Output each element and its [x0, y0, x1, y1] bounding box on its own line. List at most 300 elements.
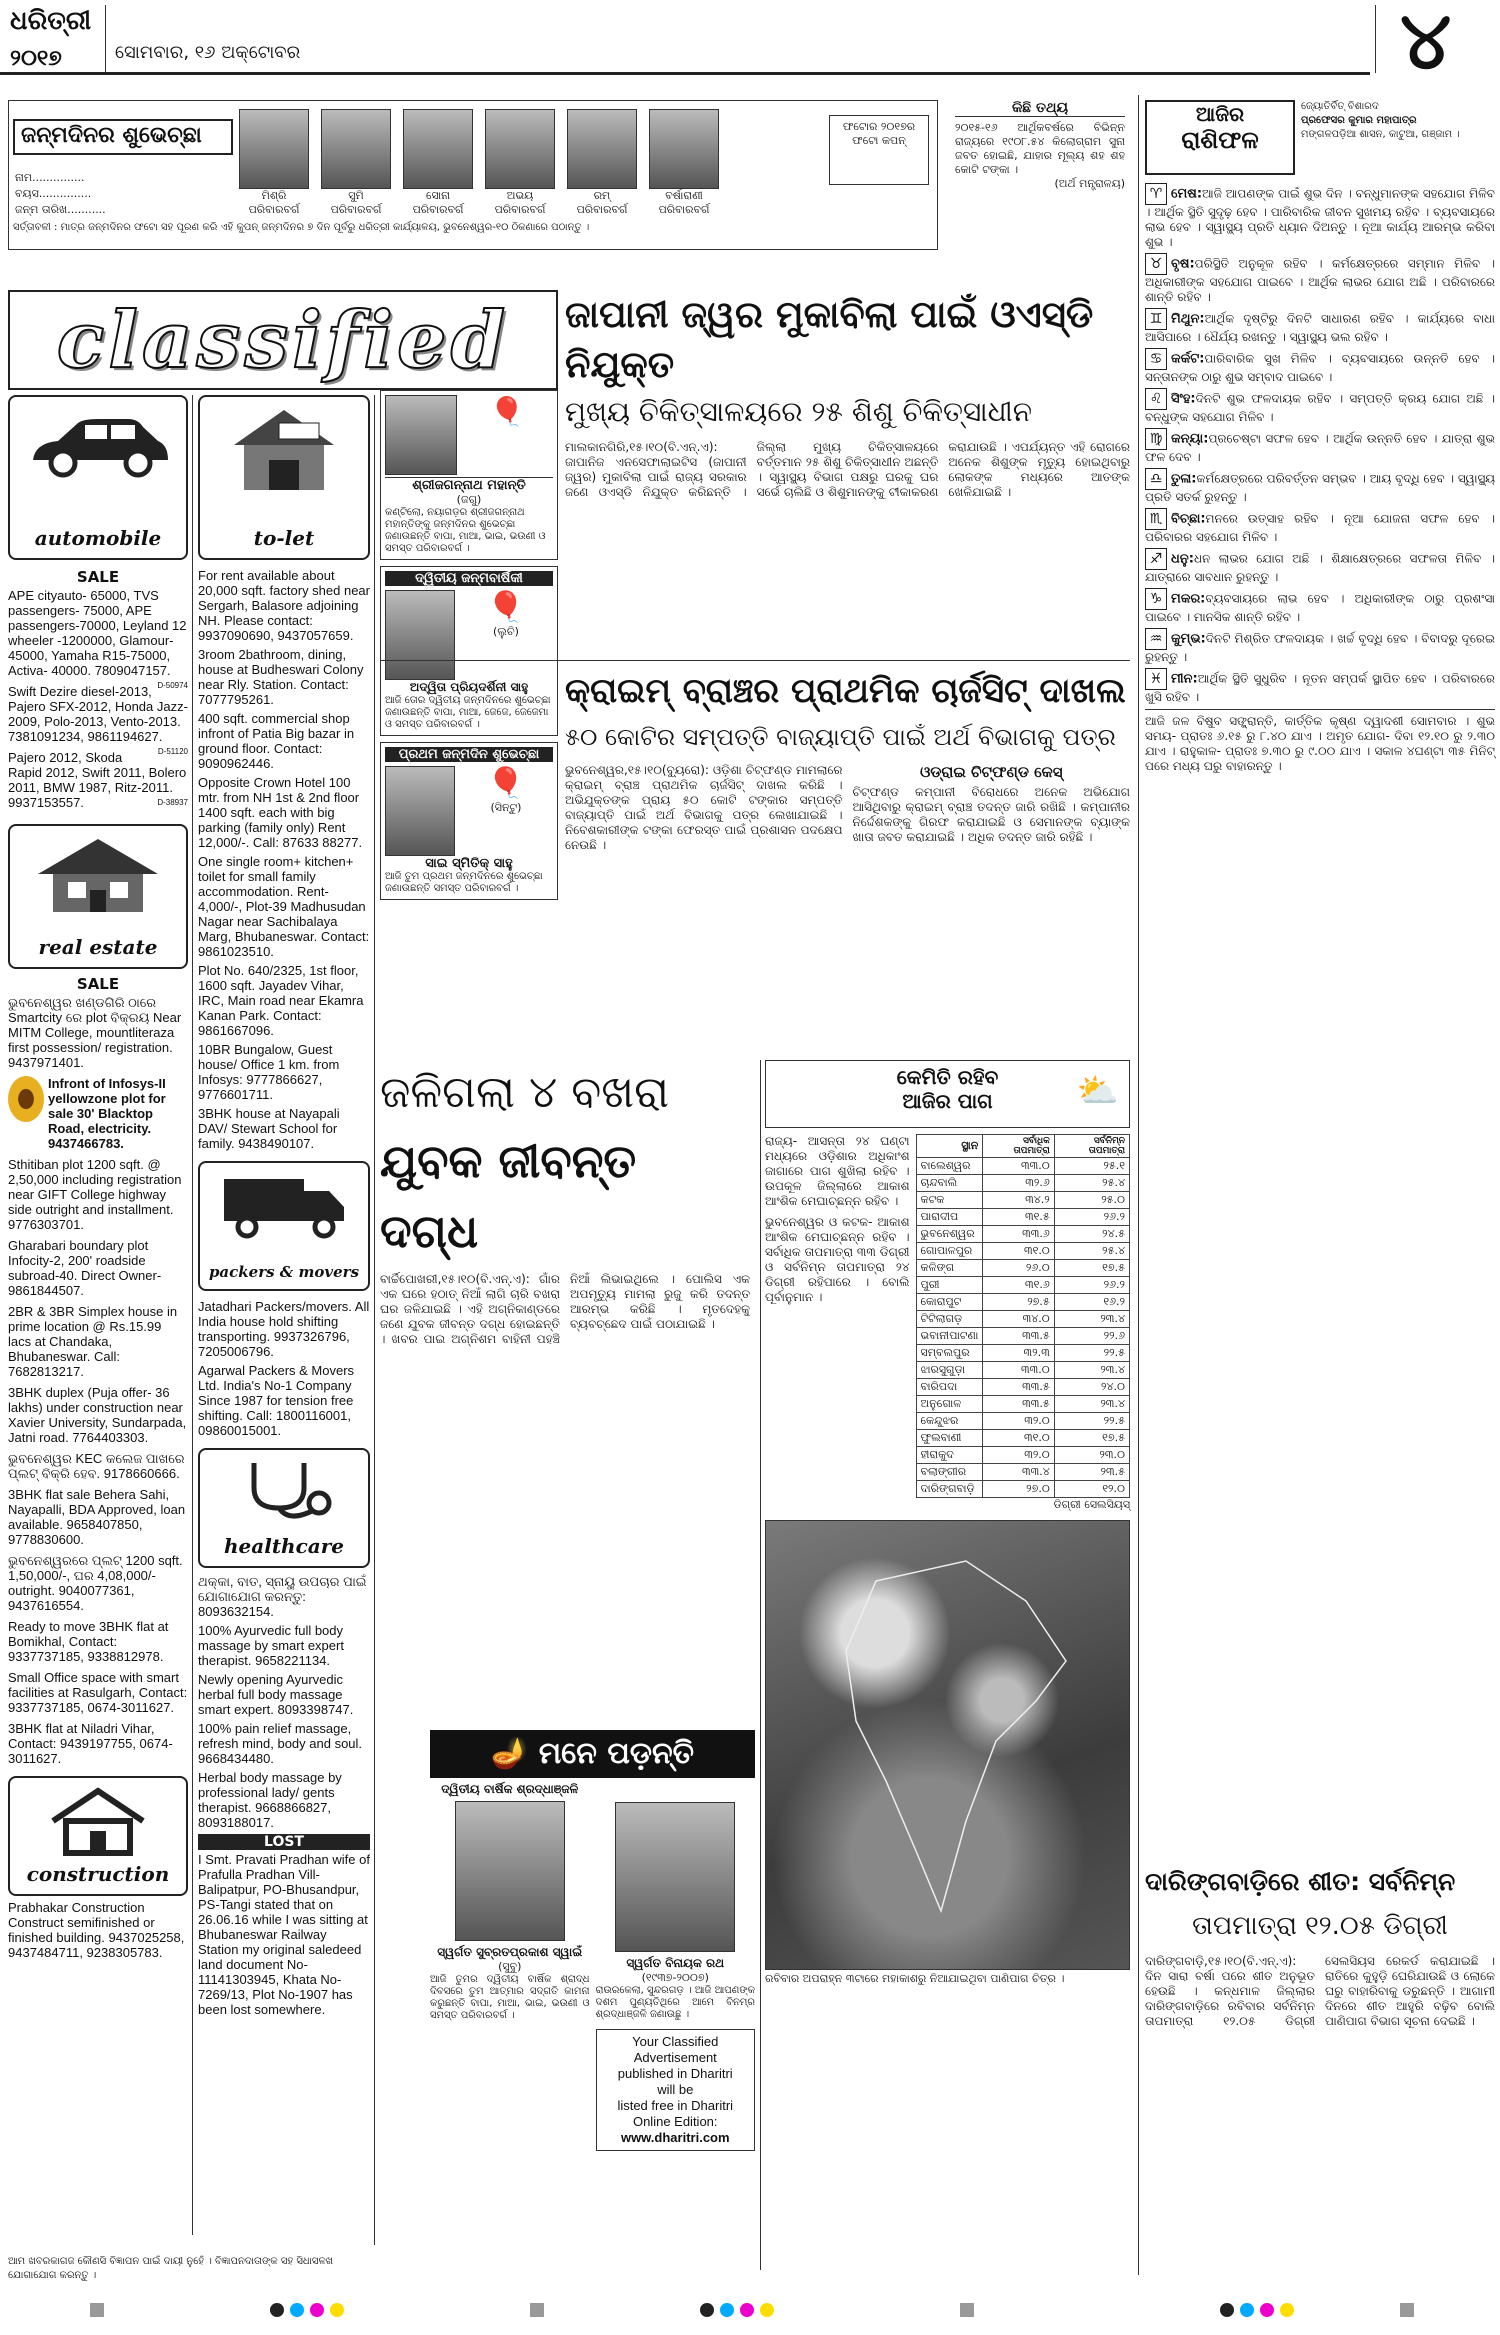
memorial-section [430, 1730, 755, 2265]
birthday-notice: ସର୍ତ୍ତାବଳୀ : ମାତ୍ର ଜନ୍ମଦିନର ଫଟୋ ସହ ପୂରଣ କରି ଏହି କୁପନ୍ ଜନ୍ମଦିନର ୭ ଦିନ ପୂର୍ବରୁ ଧରିତ୍ରୀ କାର୍ଯ୍ୟାଳୟ, ଭୁବନେଶ୍ୱର-୧୦ ଠିକଣାରେ ପଠାନ୍ତୁ । [13, 222, 590, 233]
weather-min: ୧୭.୫ [1054, 1260, 1129, 1277]
story-japanese-fever [565, 290, 1130, 550]
weather-max: ୨୭.୦ [983, 1481, 1054, 1498]
second-bday-text: ଆଜି ତୋର ଦ୍ୱିତୀୟ ଜନ୍ମଦିନରେ ଶୁଭେଚ୍ଛା ଜଣାଉଛନ୍ତି ବାପା, ମାଆ, ଜେଜେ, ଜେଜେମା ଓ ସମସ୍ତ ପରିବାରବର୍ଗ । [385, 695, 551, 730]
classified-ad: Sthitiban plot 1200 sqft. @ 2,50,000 including registration near GIFT College highway side outright and installment. 9776303701. [8, 1157, 182, 1232]
story-headline: ଜଳିଗଲା ୪ ବଖରା [380, 1067, 670, 1118]
stethoscope-icon [229, 1458, 339, 1528]
weather-row [916, 1396, 1129, 1413]
zodiac-text: ଧନ ଲାଭର ଯୋଗ ଅଛି । ଶିକ୍ଷାକ୍ଷେତ୍ରରେ ସଫଳତା ମିଳିବ । ଯାତ୍ରାରେ ସାବଧାନ ରୁହନ୍ତୁ । [1145, 551, 1495, 584]
zodiac-entry [1145, 628, 1495, 665]
balloon-icon: 🎈 [487, 766, 525, 801]
person-name: ବର୍ଷାରାଣୀ [665, 189, 703, 202]
classified-banner-text: classified [56, 294, 510, 386]
weather-row [916, 1294, 1129, 1311]
story-headline: ଦାରିଙ୍ଗବାଡ଼ିରେ ଶୀତ: ସର୍ବନିମ୍ନ [1145, 1867, 1456, 1896]
zodiac-text: କର୍ମକ୍ଷେତ୍ରରେ ପରିବର୍ତ୍ତନ ସମ୍ଭବ । ଆୟ ବୃଦ୍ଧି ହେବ । ସ୍ୱାସ୍ଥ୍ୟ ପ୍ରତି ସତର୍କ ରୁହନ୍ତୁ । [1145, 471, 1495, 504]
paper-name: ଧରିତ୍ରୀ [10, 6, 92, 36]
zodiac-name: ମୀନ: [1171, 671, 1198, 687]
house-icon [28, 834, 168, 914]
weather-row [916, 1277, 1129, 1294]
weather-max: ୩୨.୦ [983, 1413, 1054, 1430]
classified-ad: Agarwal Packers & Movers Ltd. India's No-1 Company Since 1987 for tension free shifting. Call: 1800116001, 09860015001. [198, 1363, 355, 1438]
second-birthday-ad [380, 566, 558, 736]
person-name: ସୁମି [348, 189, 364, 202]
classified-column-2 [198, 395, 370, 2017]
weather-max: ୩୨.୬ [983, 1175, 1054, 1192]
online-url[interactable]: www.dharitri.com [620, 2130, 730, 2145]
weather-min: ୨୪.୫ [1054, 1226, 1129, 1243]
story-body-2: ଚିଟ୍‌ଫଣ୍ଡ କମ୍ପାନୀ ବିରୋଧରେ ଅନେକ ଅଭିଯୋଗ ଆସିଥିବାରୁ କ୍ରାଇମ୍ ବ୍ରାଞ୍ଚ ତଦନ୍ତ ଜାରି ରଖିଛି । କମ୍ପାନୀର ନିର୍ଦ୍ଦେଶକଙ୍କୁ ଗିରଫ କରାଯାଇଛି ଓ ସେମାନଙ୍କ ବ୍ୟାଙ୍କ ଖାତା ଜବତ କରାଯାଇଛି । ଅଧିକ ତଦନ୍ତ ଜାରି ରହିଛି । [852, 785, 1130, 844]
classified-ad: 3BHK house at Nayapali DAV/ Stewart School for family. 9438490107. [198, 1106, 340, 1151]
page-number: ୪ [1400, 0, 1452, 87]
person-name: ମିଶ୍ରି [261, 189, 287, 202]
memorial-photo [455, 1801, 565, 1941]
classified-ad: 2BR & 3BR Simplex house in prime location @ Rs.15.99 lacs at Chandaka, Bhubaneswar. Call: 7682813217. [8, 1304, 178, 1379]
weather-min: ୧୨.୦ [1054, 1481, 1129, 1498]
facts-title: କିଛି ତଥ୍ୟ [955, 100, 1125, 117]
story-crime-branch [565, 665, 1130, 1083]
classified-ad: Infront of Infosys-II yellowzone plot for sale 30' Blacktop Road, electricity. 9437466783. [8, 1076, 188, 1151]
weather-min: ୨୩.୦ [1054, 1447, 1129, 1464]
story-subhead: ଯୁବକ ଜୀବନ୍ତ ଦଗ୍ଧ [380, 1134, 637, 1258]
weather-place: ଭବାନୀପାଟଣା [916, 1328, 983, 1345]
registration-mark [530, 2303, 544, 2317]
weather-min: ୨୫.୦ [1054, 1192, 1129, 1209]
person-photo [567, 109, 637, 189]
zodiac-entry [1145, 548, 1495, 585]
weather-place: ପୁରୀ [916, 1277, 983, 1294]
zodiac-sign-icon: ♏ [1145, 508, 1167, 530]
second-bday-name: ଅଦ୍ୱିତା ପ୍ରିୟଦର୍ଶିନୀ ସାହୁ [409, 680, 529, 694]
truck-icon [219, 1171, 349, 1241]
astrologer-address: ମଙ୍ଗଳପଡ଼ିଆ ଶାସନ, କାଟୁଆ, ଗଞ୍ଜାମ । [1301, 129, 1460, 140]
lamp-icon: 🪔 [490, 1736, 529, 1771]
weather-place: କଟକ [916, 1192, 983, 1209]
weather-row [916, 1226, 1129, 1243]
weather-row [916, 1413, 1129, 1430]
story-body: ଭୁବନେଶ୍ୱର,୧୫।୧୦(ବ୍ୟୁରୋ): ଓଡ଼ିଶା ଚିଟ୍‌ଫଣ୍ଡ ମାମଲାରେ କ୍ରାଇମ୍ ବ୍ରାଞ୍ଚ ପ୍ରାଥମିକ ଚାର୍ଜସିଟ୍ ଦାଖଲ କରିଛି । ଅଭିଯୁକ୍ତଙ୍କ ପ୍ରାୟ ୫୦ କୋଟି ଟଙ୍କାର ସମ୍ପତ୍ତି ବାଜ୍ୟାପ୍ତି ପାଇଁ ଅର୍ଥ ବିଭାଗକୁ ପତ୍ର ଲେଖାଯାଇଛି । ନିବେଶକାରୀଙ୍କ ଟଙ୍କା ଫେରସ୍ତ ପାଇଁ ପ୍ରଶାସନ ପଦକ୍ଷେପ ନେଉଛି । [565, 763, 843, 852]
weather-place: କଳିଙ୍ଗ [916, 1260, 983, 1277]
birthday-form-name[interactable]: ନାମ............... [15, 171, 85, 184]
zodiac-text: ଦିନଟି ମିଶ୍ରିତ ଫଳଦାୟକ । ଖର୍ଚ୍ଚ ବୃଦ୍ଧି ହେବ । ବିବାଦରୁ ଦୂରେଇ ରୁହନ୍ତୁ । [1145, 631, 1495, 664]
weather-place: କୋରାପୁଟ [916, 1294, 983, 1311]
healthcare-category [198, 1448, 370, 1568]
zodiac-sign-icon: ♋ [1145, 348, 1167, 370]
tolet-category [198, 395, 370, 560]
weather-max: ୩୨.୩ [983, 1345, 1054, 1362]
weather-min: ୨୩.୪ [1054, 1396, 1129, 1413]
india-outline [766, 1521, 1130, 1970]
story-subhead: ୫୦ କୋଟିର ସମ୍ପତ୍ତି ବାଜ୍ୟାପ୍ତି ପାଇଁ ଅର୍ଥ ବିଭାଗକୁ ପତ୍ର [565, 723, 1116, 751]
classified-ad: For rent available about 20,000 sqft. factory shed near Sergarh, Balasore adjoining NH. Please contact: 9937090690, 9437057659. [198, 568, 370, 643]
person-caption: ପରିବାରବର୍ଗ [494, 203, 546, 216]
zodiac-name: ବିଚ୍ଛା: [1171, 511, 1206, 527]
packers-label: packers & movers [208, 1263, 360, 1281]
person-caption: ପରିବାରବର୍ଗ [576, 203, 628, 216]
wish-sub: (ଜଗୁ) [456, 493, 482, 506]
zodiac-sign-icon: ♑ [1145, 588, 1167, 610]
weather-row [916, 1192, 1129, 1209]
memorial-right-name: ସ୍ୱର୍ଗତ ବିନାୟକ ରଥ [626, 1956, 725, 1970]
weather-row [916, 1175, 1129, 1192]
zodiac-name: ତୁଳା: [1171, 471, 1197, 487]
registration-mark [740, 2303, 754, 2317]
birthday-wish-ad [380, 390, 558, 560]
weather-max: ୩୩.୫ [983, 1328, 1054, 1345]
weather-city: ଭୁବନେଶ୍ୱର ଓ କଟକ- ଆକାଶ ଆଂଶିକ ମେଘାଚ୍ଛନ୍ନ ରହିବ । ସର୍ବାଧିକ ତାପମାତ୍ରା ୩୩ ଡିଗ୍ରୀ ଓ ସର୍ବନିମ୍ନ ତାପମାତ୍ରା ୨୪ ଡିଗ୍ରୀ ରହିପାରେ । ବୋଲି ପୂର୍ବାନୁମାନ । [765, 1215, 910, 1304]
weather-footnote: ଡିଗ୍ରୀ ସେଲସିୟସ୍ [1053, 1498, 1130, 1511]
house-outline-icon [38, 1786, 158, 1856]
horoscope-title-line-1: ଆଜିର [1195, 102, 1245, 126]
person-caption: ପରିବାରବର୍ଗ [658, 203, 710, 216]
weather-row [916, 1328, 1129, 1345]
story-headline: କ୍ରାଇମ୍ ବ୍ରାଞ୍ଚର ପ୍ରାଥମିକ ଚାର୍ଜସିଟ୍ ଦାଖଲ [565, 671, 1126, 711]
weather-row [916, 1260, 1129, 1277]
weather-title [765, 1060, 1130, 1128]
weather-max: ୨୭.୫ [983, 1294, 1054, 1311]
weather-row [916, 1243, 1129, 1260]
weather-row [916, 1345, 1129, 1362]
weather-place: ଫୁଲବାଣୀ [916, 1430, 983, 1447]
registration-mark [1400, 2303, 1414, 2317]
zodiac-name: ମିଥୁନ: [1171, 311, 1205, 327]
weather-max: ୩୧.୬ [983, 1277, 1054, 1294]
weather-row [916, 1158, 1129, 1175]
balloon-icon: 🎈 [489, 395, 525, 428]
person-caption: ପରିବାରବର୍ଗ [248, 203, 300, 216]
zodiac-name: ମକର: [1171, 591, 1206, 607]
zodiac-entry [1145, 668, 1495, 705]
birthday-person [403, 109, 473, 219]
person-photo [239, 109, 309, 189]
map-caption: ରବିବାର ଅପରାହ୍ନ ୩ଟାରେ ମହାକାଶରୁ ନିଆଯାଇଥିବା ପାଣିପାଗ ଚିତ୍ର । [765, 1972, 1065, 1985]
weather-place: ଚାନ୍ଦବାଲି [916, 1175, 983, 1192]
story-cold [1145, 1860, 1495, 2224]
memorial-right-years: (୧୯୩୭-୨୦୦୭) [641, 1971, 709, 1984]
weather-place: ଟିଟିଲାଗଡ଼ [916, 1311, 983, 1328]
story-body: ମାଲକାନଗିରି,୧୫।୧୦(ବି.ଏନ୍.ଏ): ଜାପାନିଜ ଏନସେଫାଲାଇଟିସ (ଜାପାନୀ ଜ୍ୱର) ମୁକାବିଲା ପାଇଁ ରାଜ୍ୟ ସରକାର ଜଣେ ଓଏସ୍‌ଡି ନିଯୁକ୍ତ କରିଛନ୍ତି । ଜିଲ୍ଲା ମୁଖ୍ୟ ଚିକିତ୍ସାଳୟରେ ବର୍ତ୍ତମାନ ୨୫ ଶିଶୁ ଚିକିତ୍ସାଧୀନ ଅଛନ୍ତି । ସ୍ୱାସ୍ଥ୍ୟ ବିଭାଗ ପକ୍ଷରୁ ଘରକୁ ଘର ସର୍ଭେ ଚାଲିଛି ଓ ଶିଶୁମାନଙ୍କୁ ଟୀକାକରଣ କରାଯାଉଛି । ଏପର୍ଯ୍ୟନ୍ତ ଏହି ରୋଗରେ ଅନେକ ଶିଶୁଙ୍କ ମୃତ୍ୟୁ ହୋଇଥିବାରୁ ଲୋକଙ୍କ ମଧ୍ୟରେ ଆତଙ୍କ ଖେଳିଯାଇଛି । [565, 440, 1130, 499]
zodiac-sign-icon: ♉ [1145, 253, 1167, 275]
first-birthday-ad [380, 742, 558, 900]
zodiac-text: ପ୍ରଚେଷ୍ଟା ସଫଳ ହେବ । ଆର୍ଥିକ ଉନ୍ନତି ହେବ । ଯାତ୍ରା ଶୁଭ ଫଳ ଦେବ । [1145, 431, 1495, 464]
weather-min: ୨୩.୪ [1054, 1362, 1129, 1379]
healthcare-label: healthcare [224, 1534, 344, 1558]
classified-banner [8, 290, 558, 390]
birthday-title: ଜନ୍ମଦିନର ଶୁଭେଚ୍ଛା [13, 119, 233, 155]
memorial-right-text: ରାଉରକେଲା, ସୁନ୍ଦରଗଡ଼ । ଆଜି ଆପଣଙ୍କ ଦଶମ ପୁଣ୍ୟତିଥିରେ ଆମେ ବିନମ୍ର ଶ୍ରଦ୍ଧାଞ୍ଜଳି ଜଣାଉଛୁ । [595, 1985, 755, 2020]
zodiac-text: ଆଜି ଆପଣଙ୍କ ପାଇଁ ଶୁଭ ଦିନ । ବନ୍ଧୁମାନଙ୍କ ସହଯୋଗ ମିଳିବ । ଆର୍ଥିକ ସ୍ଥିତି ସୁଦୃଢ଼ ହେବ । ପାରିବାରିକ ଜୀବନ ସୁଖମୟ ରହିବ । ବ୍ୟବସାୟରେ ଲାଭ ହେବ । ସ୍ୱାସ୍ଥ୍ୟ ପ୍ରତି ଧ୍ୟାନ ଦିଅନ୍ତୁ । ନୂଆ କାର୍ଯ୍ୟ ଆରମ୍ଭ କରିବା ଶୁଭ । [1145, 186, 1495, 249]
weather-min: ୨୫.୪ [1054, 1243, 1129, 1260]
car-icon [23, 405, 173, 485]
child-photo [385, 590, 455, 680]
paper-year: ୨୦୧୭ [10, 46, 62, 71]
person-caption: ପରିବାରବର୍ଗ [330, 203, 382, 216]
automobile-label: automobile [34, 526, 162, 550]
print-registration-marks [0, 2295, 1500, 2325]
classified-ad: Ready to move 3BHK flat at Bomikhal, Contact: 9337737185, 9338812978. [8, 1619, 169, 1664]
sale-heading: SALE [76, 975, 120, 993]
memorial-left-name: ସ୍ୱର୍ଗତ ସୁବ୍ରତପ୍ରକାଶ ସ୍ୱାଇଁ [437, 1945, 583, 1959]
facts-text: ୨୦୧୫-୧୬ ଆର୍ଥିକବର୍ଷରେ ବିଭିନ୍ନ ରାଜ୍ୟରେ ୧୯୦୮.୫୪ କିଲୋଗ୍ରାମ ସୁନା ଜବତ ହୋଇଛି, ଯାହାର ମୂଲ୍ୟ ଶହ ଶହ କୋଟି ଟଙ୍କା । [955, 121, 1125, 176]
second-bday-title: ଦ୍ୱିତୀୟ ଜନ୍ମବାର୍ଷିକୀ [385, 571, 553, 586]
classified-ad: ଭୁବନେଶ୍ୱର KEC କଲେଜ ପାଖରେ ପ୍ଲଟ୍ ବିକ୍ରି ହେବ. 9178660666. [8, 1451, 185, 1481]
coupon-box: ଫଟୋର ୨୦୧୭ର ଫଟୋ କପନ୍ [829, 115, 929, 185]
classified-ad: 10BR Bungalow, Guest house/ Office 1 km. from Infosys: 9777866627, 9776601711. [198, 1042, 340, 1102]
person-name: ଅଭୟ [506, 189, 534, 202]
weather-max: ୩୧.୦ [983, 1430, 1054, 1447]
person-photo [485, 109, 555, 189]
zodiac-entry [1145, 388, 1495, 425]
weather-place: ଗୋପାଳପୁର [916, 1243, 983, 1260]
sale-heading: SALE [76, 568, 120, 586]
classified-ad: Gharabari boundary plot Infocity-2, 200' roadside subroad-40. Direct Owner-9861844507. [8, 1238, 162, 1298]
weather-max: ୩୩.୬ [983, 1226, 1054, 1243]
weather-place: ବଲାଙ୍ଗୀର [916, 1464, 983, 1481]
zodiac-name: ବୃଷ: [1171, 256, 1195, 272]
zodiac-entry [1145, 308, 1495, 345]
lost-heading: LOST [198, 1834, 370, 1850]
registration-mark [1260, 2303, 1274, 2317]
weather-place: ବାଲେଶ୍ୱର [916, 1158, 983, 1175]
weather-min: ୧୬.୨ [1054, 1294, 1129, 1311]
zodiac-entry [1145, 253, 1495, 305]
satellite-map [765, 1520, 1130, 1970]
horoscope-title-line-2: ରାଶିଫଳ [1181, 126, 1259, 154]
registration-mark [270, 2303, 284, 2317]
classified-ad: APE cityauto- 65000, TVS passengers- 75000, APE passengers-70000, Leyland 12 wheeler -1200000, Glamour- 45000, Yamaha R15-75000, Activa- 40000. 7809047157. D-50974 [8, 588, 188, 690]
zodiac-name: କୁମ୍ଭ: [1171, 631, 1206, 647]
story-subhead-2: ଓଡ୍ରାଇ ଚିଟ୍‌ଫଣ୍ଡ କେସ୍ [919, 763, 1063, 781]
weather-place: ବାରିପଦା [916, 1379, 983, 1396]
second-bday-nick: (ଲୁଚି) [493, 625, 519, 638]
online-promo: Your Classified Advertisement published in Dharitri will be listed free in Dharitri Online Edition: www.dharitri.com [596, 2029, 756, 2151]
zodiac-entry [1145, 468, 1495, 505]
weather-place: ଦାରିଙ୍ଗବାଡ଼ି [916, 1481, 983, 1498]
birthday-person [567, 109, 637, 219]
weather-row [916, 1311, 1129, 1328]
zodiac-sign-icon: ♎ [1145, 468, 1167, 490]
weather-col-min: ସର୍ବନିମ୍ନ ତାପମାତ୍ରା [1054, 1135, 1129, 1158]
weather-min: ୨୩.୪ [1054, 1311, 1129, 1328]
classified-ad: Plot No. 640/2325, 1st floor, 1600 sqft. Jayadev Vihar, IRC, Main road near Ekamra Kanan Park. Contact: 9861667096. [198, 963, 364, 1038]
weather-place: ଅନୁଗୋଳ [916, 1396, 983, 1413]
weather-body: ରାଜ୍ୟ- ଆସନ୍ତା ୨୪ ଘଣ୍ଟା ମଧ୍ୟରେ ଓଡ଼ିଶାର ଅଧିକାଂଶ ଜାଗାରେ ପାଗ ଶୁଖିଲା ରହିବ । ଉପକୂଳ ଜିଲ୍ଲାରେ ଆକାଶ ଆଂଶିକ ମେଘାଚ୍ଛନ୍ନ ରହିବ । [765, 1134, 910, 1208]
story-burn [380, 1060, 750, 1692]
first-bday-name: ସାଇ ସ୍ମିତିକ୍ ସାହୁ [425, 856, 513, 871]
zodiac-sign-icon: ♌ [1145, 388, 1167, 410]
astrologer-name: ପ୍ରଫେସର କୁମାର ମହାପାତ୍ର [1301, 115, 1417, 126]
weather-min: ୨୨.୫ [1054, 1345, 1129, 1362]
weather-min: ୨୨.୬ [1054, 1328, 1129, 1345]
automobile-category [8, 395, 188, 560]
registration-mark [700, 2303, 714, 2317]
sun-cloud-icon: ⛅ [1076, 1071, 1119, 1111]
weather-title-line-2: ଆଜିର ପାଗ [902, 1089, 993, 1113]
weather-place: ସମ୍ବଲପୁର [916, 1345, 983, 1362]
weather-min: ୨୬.୨ [1054, 1209, 1129, 1226]
zodiac-entry [1145, 588, 1495, 625]
person-name: ସୋନା [425, 189, 451, 202]
zodiac-sign-icon: ♒ [1145, 628, 1167, 650]
weather-row [916, 1447, 1129, 1464]
weather-col-max: ସର୍ବାଧିକ ତାପମାତ୍ରା [983, 1135, 1054, 1158]
memorial-left-title: ଦ୍ୱିତୀୟ ବାର୍ଷିକ ଶ୍ରଦ୍ଧାଞ୍ଜଳି [441, 1782, 579, 1796]
classified-ad: Pajero 2012, Skoda Rapid 2012, Swift 2011, Bolero 2011, BMW 1987, Ritz-2011. 9937153557. D-38937 [8, 750, 188, 810]
classified-ad: Opposite Crown Hotel 100 mtr. from NH 1st & 2nd floor 1400 sqft. each with big parking (family only) Rent 12,000/-. Call: 87633 88277. [198, 775, 363, 850]
classified-ad: 100% pain relief massage, refresh mind, body and soul. 9668434480. [198, 1721, 363, 1766]
classified-ad: 3BHK flat at Niladri Vihar, Contact: 9439197755, 0674-3011627. [8, 1721, 173, 1766]
packers-category [198, 1161, 370, 1291]
balloon-icon: 🎈 [487, 590, 525, 625]
child-photo [385, 766, 455, 856]
classified-ad: 400 sqft. commercial shop infront of Patia Big bazar in ground floor. Contact: 9090962446. [198, 711, 355, 771]
classified-ad: ଭୁବନେଶ୍ୱର ଖଣ୍ଡଗିରି ଠାରେ Smartcity ରେ plot ବିକ୍ରୟ Near MITM College, mountliteraza first possession/ registration. 9437971401. [8, 995, 182, 1070]
zodiac-entry [1145, 428, 1495, 465]
story-subhead: ତାପମାତ୍ରା ୧୨.୦୫ ଡିଗ୍ରୀ [1192, 1911, 1448, 1941]
zodiac-name: କର୍କଟ: [1171, 351, 1205, 367]
astrologer-role: ଜ୍ୟୋତିର୍ବିତ୍ ବିଶାରଦ [1301, 101, 1379, 112]
birthday-form-dob[interactable]: ଜନ୍ମ ତାରିଖ........... [15, 203, 106, 216]
classified-ad: ଭୁବନେଶ୍ୱରରେ ପ୍ଲଟ୍ 1200 sqft. 1,50,000/-, ଘର 4,08,000/- outright. 9040077361, 9437616554. [8, 1553, 183, 1613]
person-photo [321, 109, 391, 189]
realestate-label: real estate [38, 935, 158, 959]
zodiac-name: ମେଷ: [1171, 186, 1203, 202]
registration-mark [90, 2303, 104, 2317]
birthday-person [649, 109, 719, 219]
zodiac-name: ଧନୁ: [1171, 551, 1194, 567]
zodiac-entry [1145, 508, 1495, 545]
date-line: ସୋମବାର, ୧୬ ଅକ୍ଟୋବର [115, 42, 301, 63]
weather-row [916, 1464, 1129, 1481]
zodiac-text: ଦିନଟି ଶୁଭ ଫଳଦାୟକ ରହିବ । ସମ୍ପତ୍ତି କ୍ରୟ ଯୋଗ ଅଛି । ବନ୍ଧୁଙ୍କ ସହଯୋଗ ମିଳିବ । [1145, 391, 1495, 424]
classified-ad: 100% Ayurvedic full body massage by smart expert therapist. 9658221134. [198, 1623, 344, 1668]
memorial-left [430, 1782, 590, 2151]
classified-ad: Prabhakar Construction Construct semifinished or finished building. 9437025258, 9437484711, 9238305783. [8, 1900, 185, 1960]
zodiac-entry [1145, 183, 1495, 250]
classified-ad: ଥକ୍କା, ବାତ, ସ୍ନାୟୁ ଉପଚାର ପାଇଁ ଯୋଗାଯୋଗ କରନ୍ତୁ: 8093632154. [198, 1574, 367, 1619]
sunflower-icon [8, 1076, 44, 1122]
zodiac-sign-icon: ♊ [1145, 308, 1167, 330]
weather-place: ହୀରାକୁଦ [916, 1447, 983, 1464]
person-name: ରମ୍ [593, 189, 611, 202]
construction-category [8, 1776, 188, 1896]
person-photo [649, 109, 719, 189]
wish-text: କଣ୍ଟିଲୋ, ନୟାଗଡ଼ର ଶ୍ରୀଜଗନ୍ନାଥ ମହାନ୍ତିଙ୍କୁ ଜନ୍ମଦିନର ଶୁଭେଚ୍ଛା ଜଣାଉଛନ୍ତି ବାପା, ମାଆ, ଭାଇ, ଭଉଣୀ ଓ ସମସ୍ତ ପରିବାରବର୍ଗ । [385, 507, 546, 554]
construction-label: construction [26, 1862, 170, 1886]
weather-max: ୩୩.୫ [983, 1379, 1054, 1396]
classified-ad: Herbal body massage by professional lady/ gents therapist. 9668866827, 8093188017. [198, 1770, 342, 1830]
classified-ad: Newly opening Ayurvedic herbal full body massage smart expert. 8093398747. [198, 1672, 354, 1717]
weather-min: ୨୫.୧ [1054, 1158, 1129, 1175]
weather-min: ୨୬.୨ [1054, 1277, 1129, 1294]
birthday-form-age[interactable]: ବୟସ............... [15, 187, 92, 200]
classified-column-1 [8, 395, 188, 1960]
weather-row [916, 1379, 1129, 1396]
story-headline: ଜାପାନୀ ଜ୍ୱର ମୁକାବିଲା ପାଇଁ ଓଏସ୍‌ଡି ନିଯୁକ୍ତ [565, 293, 1094, 386]
zodiac-sign-icon: ♈ [1145, 183, 1167, 205]
classified-ad: I Smt. Pravati Pradhan wife of Prafulla Pradhan Vill-Balipatpur, PO-Bhusandpur, PS-Tangi stated that on 26.06.16 while I was sitting at Bhubaneswar Railway Station my original saledeed land document No-11141303945, Khata No-7269/13, Plot No-1907 has been lost somewhere. [198, 1852, 370, 2017]
first-bday-title: ପ୍ରଥମ ଜନ୍ମଦିନ ଶୁଭେଚ୍ଛା [385, 747, 553, 762]
first-bday-text: ଆଜି ତୁମ ପ୍ରଥମ ଜନ୍ମଦିନରେ ଶୁଭେଚ୍ଛା ଜଣାଉଛନ୍ତି ସମସ୍ତ ପରିବାରବର୍ଗ । [385, 871, 543, 894]
registration-mark [1280, 2303, 1294, 2317]
memorial-left-nick: (ସୁବୁ) [498, 1960, 522, 1973]
weather-place: ପାରାଦୀପ [916, 1209, 983, 1226]
memorial-photo [615, 1802, 735, 1952]
registration-mark [330, 2303, 344, 2317]
classified-ad: 3BHK flat sale Behera Sahi, Nayapalli, BDA Approved, loan available. 9658407850, 9778830600. [8, 1487, 186, 1547]
masthead [0, 0, 1500, 87]
zodiac-sign-icon: ♓ [1145, 668, 1167, 690]
birthday-section [8, 100, 938, 250]
classified-ad: Jatadhari Packers/movers. All India house hold shifting transporting. 9937326796, 7205006796. [198, 1299, 370, 1359]
zodiac-text: ବ୍ୟବସାୟରେ ଲାଭ ହେବ । ଅଧିକାରୀଙ୍କ ଠାରୁ ପ୍ରଶଂସା ପାଇବେ । ମାନସିକ ଶାନ୍ତି ରହିବ । [1145, 591, 1495, 624]
birthday-person [239, 109, 309, 219]
wish-name: ଶ୍ରୀଜଗନ୍ନାଥ ମହାନ୍ତି [385, 477, 553, 493]
weather-min: ୧୭.୫ [1054, 1430, 1129, 1447]
person-photo [403, 109, 473, 189]
weather-max: ୩୩.୦ [983, 1362, 1054, 1379]
facts-box [955, 100, 1125, 265]
zodiac-name: ସିଂହ: [1171, 391, 1196, 407]
zodiac-list [1145, 183, 1495, 705]
story-subhead: ମୁଖ୍ୟ ଚିକିତ୍ସାଳୟରେ ୨୫ ଶିଶୁ ଚିକିତ୍ସାଧୀନ [565, 395, 1032, 428]
tolet-house-icon [219, 405, 349, 495]
weather-max: ୩୩.୪ [983, 1464, 1054, 1481]
realestate-category [8, 824, 188, 969]
zodiac-text: ଆର୍ଥିକ ଦୃଷ୍ଟିରୁ ଦିନଟି ସାଧାରଣ ରହିବ । କାର୍ଯ୍ୟରେ ବାଧା ଆସିପାରେ । ଧୈର୍ଯ୍ୟ ରଖନ୍ତୁ । ସ୍ୱାସ୍ଥ୍ୟ ଭଲ ରହିବ । [1145, 311, 1495, 344]
weather-row [916, 1362, 1129, 1379]
weather-max: ୩୩.୦ [983, 1158, 1054, 1175]
person-caption: ପରିବାରବର୍ଗ [412, 203, 464, 216]
weather-title-line-1: କେମିତି ରହିବ [896, 1065, 999, 1089]
weather-max: ୩୧.୫ [983, 1209, 1054, 1226]
classified-ad: 3room 2bathroom, dining, house at Budheswari Colony near Rly. Station. Contact: 7077795261. [198, 647, 364, 707]
zodiac-sign-icon: ♍ [1145, 428, 1167, 450]
registration-mark [720, 2303, 734, 2317]
mini-ads-column [380, 390, 558, 900]
weather-max: ୩୩.୫ [983, 1396, 1054, 1413]
weather-col-place: ସ୍ଥାନ [916, 1135, 983, 1158]
story-body: ଦାରିଙ୍ଗବାଡ଼ି,୧୫।୧୦(ବି.ଏନ୍.ଏ): ଦିନ ସାରା ବର୍ଷା ପରେ ଶୀତ ଅନୁଭୂତ ହେଉଛି । କନ୍ଧମାଳ ଜିଲ୍ଲାର ଦାରିଙ୍ଗବାଡ଼ିରେ ରବିବାର ସର୍ବନିମ୍ନ ତାପମାତ୍ରା ୧୨.୦୫ ଡିଗ୍ରୀ ସେଲସିୟସ ରେକର୍ଡ କରାଯାଇଛି । ରାତିରେ କୁହୁଡ଼ି ଘେରିଯାଉଛି ଓ ଲୋକେ ଘରୁ ବାହାରିବାକୁ ଡରୁଛନ୍ତି । ଆଗାମୀ ଦିନରେ ଶୀତ ଆହୁରି ବଢ଼ିବ ବୋଲି ପାଣିପାଗ ବିଭାଗ ସୂଚନା ଦେଇଛି । [1145, 1954, 1495, 2028]
registration-mark [960, 2303, 974, 2317]
zodiac-text: ପାରିବାରିକ ସୁଖ ମିଳିବ । ବ୍ୟବସାୟରେ ଉନ୍ନତି ହେବ । ସନ୍ତାନଙ୍କ ଠାରୁ ଶୁଭ ସମ୍ବାଦ ପାଇବେ । [1145, 351, 1495, 384]
weather-max: ୩୧.୦ [983, 1243, 1054, 1260]
child-photo [385, 395, 457, 475]
tolet-label: to-let [253, 526, 315, 550]
weather-section [765, 1060, 1130, 1986]
registration-mark [760, 2303, 774, 2317]
zodiac-name: କନ୍ୟା: [1171, 431, 1209, 447]
zodiac-entry [1145, 348, 1495, 385]
weather-place: ଭୁବନେଶ୍ୱର [916, 1226, 983, 1243]
zodiac-text: ମନରେ ଉତ୍ସାହ ରହିବ । ନୂଆ ଯୋଜନା ସଫଳ ହେବ । ପରିବାରର ସହଯୋଗ ମିଳିବ । [1145, 511, 1495, 544]
weather-min: ୨୨.୫ [1054, 1413, 1129, 1430]
weather-row [916, 1481, 1129, 1498]
registration-mark [1220, 2303, 1234, 2317]
weather-max: ୩୪.୨ [983, 1192, 1054, 1209]
horoscope-title [1145, 100, 1295, 175]
weather-table [916, 1134, 1130, 1498]
story-body: ବାର୍ଚ୍ଚିପୋଖରୀ,୧୫।୧୦(ବି.ଏନ୍.ଏ): ଗାଁର ଏକ ଘରେ ହଠାତ୍ ନିଆଁ ଲାଗି ଚାରି ବଖରା ଘର ଜଳିଯାଇଛି । ଏହି ଅଗ୍ନିକାଣ୍ଡରେ ଜଣେ ଯୁବକ ଜୀବନ୍ତ ଦଗ୍ଧ ହୋଇଛନ୍ତି । ଖବର ପାଇ ଅଗ୍ନିଶମ ବାହିନୀ ପହଞ୍ଚି ନିଆଁ ଲିଭାଇଥିଲେ । ପୋଲିସ ଏକ ଅପମୃତ୍ୟୁ ମାମଲା ରୁଜୁ କରି ତଦନ୍ତ ଆରମ୍ଭ କରିଛି । ମୃତଦେହକୁ ବ୍ୟବଚ୍ଛେଦ ପାଇଁ ପଠାଯାଇଛି । [380, 1272, 750, 1346]
classified-ad: Swift Dezire diesel-2013, Pajero SFX-2012, Honda Jazz-2009, Polo-2013, Vento-2013. 7381091234, 9861194627. D-51120 [8, 684, 188, 756]
birthday-person [485, 109, 555, 219]
classified-ad: One single room+ kitchen+ toilet for small family accommodation. Rent- 4,000/-, Plot-39 Madhusudan Nagar near Sachibalaya Marg, Bhubaneswar. Contact: 9861023510. [198, 854, 370, 959]
registration-mark [290, 2303, 304, 2317]
memorial-right [596, 1782, 756, 2151]
weather-row [916, 1209, 1129, 1226]
memorial-left-text: ଆଜି ତୁମର ଦ୍ୱିତୀୟ ବାର୍ଷିକ ଶ୍ରାଦ୍ଧ ଦିବସରେ ତୁମ ଆତ୍ମାର ସଦ୍‌ଗତି କାମନା କରୁଛନ୍ତି ବାପା, ମାଆ, ଭାଇ, ଭଉଣୀ ଓ ସମସ୍ତ ପରିବାରବର୍ଗ । [430, 1974, 590, 2021]
